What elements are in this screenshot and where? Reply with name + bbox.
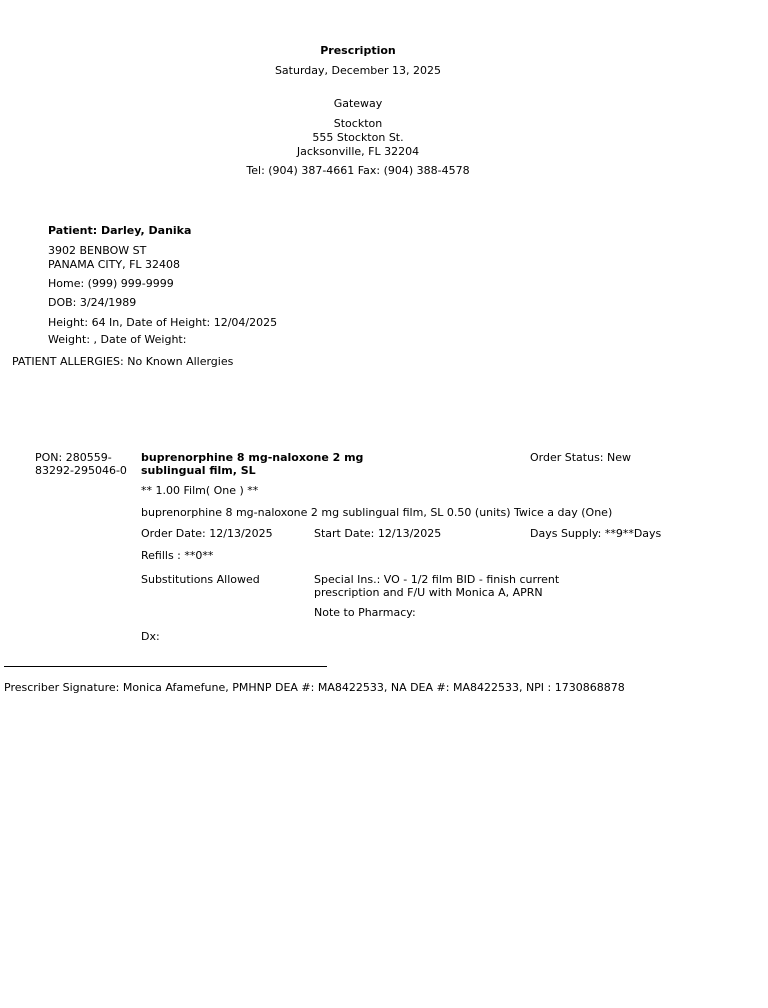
patient-weight: Weight: , Date of Weight: [48, 333, 187, 346]
drug-name-line2: sublingual film, SL [141, 464, 256, 477]
pon-line1: PON: 280559- [35, 451, 112, 464]
patient-address-line1: 3902 BENBOW ST [48, 244, 147, 257]
special-instructions-line1: Special Ins.: VO - 1/2 film BID - finish current [314, 573, 560, 586]
substitutions: Substitutions Allowed [141, 573, 260, 586]
document-date: Saturday, December 13, 2025 [274, 64, 442, 77]
pharmacy-city: Jacksonville, FL 32204 [296, 145, 420, 158]
special-instructions-line2: prescription and F/U with Monica A, APRN [314, 586, 543, 599]
pharmacy-name: Gateway [333, 97, 383, 110]
note-to-pharmacy: Note to Pharmacy: [314, 606, 416, 619]
patient-address-line2: PANAMA CITY, FL 32408 [48, 258, 181, 271]
pharmacy-phone: Tel: (904) 387-4661 Fax: (904) 388-4578 [246, 164, 470, 177]
patient-dob: DOB: 3/24/1989 [48, 296, 137, 309]
diagnosis: Dx: [141, 630, 160, 643]
pharmacy-location: Stockton [333, 117, 383, 130]
order-date: Order Date: 12/13/2025 [141, 527, 273, 540]
sig-instructions: buprenorphine 8 mg-naloxone 2 mg sublingual film, SL 0.50 (units) Twice a day (One) [141, 506, 613, 519]
start-date: Start Date: 12/13/2025 [314, 527, 442, 540]
pon-line2: 83292-295046-0 [35, 464, 127, 477]
drug-name-line1: buprenorphine 8 mg-naloxone 2 mg [141, 451, 364, 464]
dispense-quantity: ** 1.00 Film( One ) ** [141, 484, 259, 497]
document-title: Prescription [320, 44, 396, 57]
refills: Refills : **0** [141, 549, 214, 562]
patient-name: Patient: Darley, Danika [48, 224, 192, 237]
signature-line [4, 666, 327, 667]
order-status: Order Status: New [530, 451, 632, 464]
patient-height: Height: 64 In, Date of Height: 12/04/2025 [48, 316, 278, 329]
pharmacy-street: 555 Stockton St. [312, 131, 404, 144]
patient-home-phone: Home: (999) 999-9999 [48, 277, 174, 290]
days-supply: Days Supply: **9**Days [530, 527, 662, 540]
prescriber-signature: Prescriber Signature: Monica Afamefune, PMHNP DEA #: MA8422533, NA DEA #: MA8422533, NPI : 1730868878 [4, 681, 625, 694]
patient-allergies: PATIENT ALLERGIES: No Known Allergies [12, 355, 234, 368]
